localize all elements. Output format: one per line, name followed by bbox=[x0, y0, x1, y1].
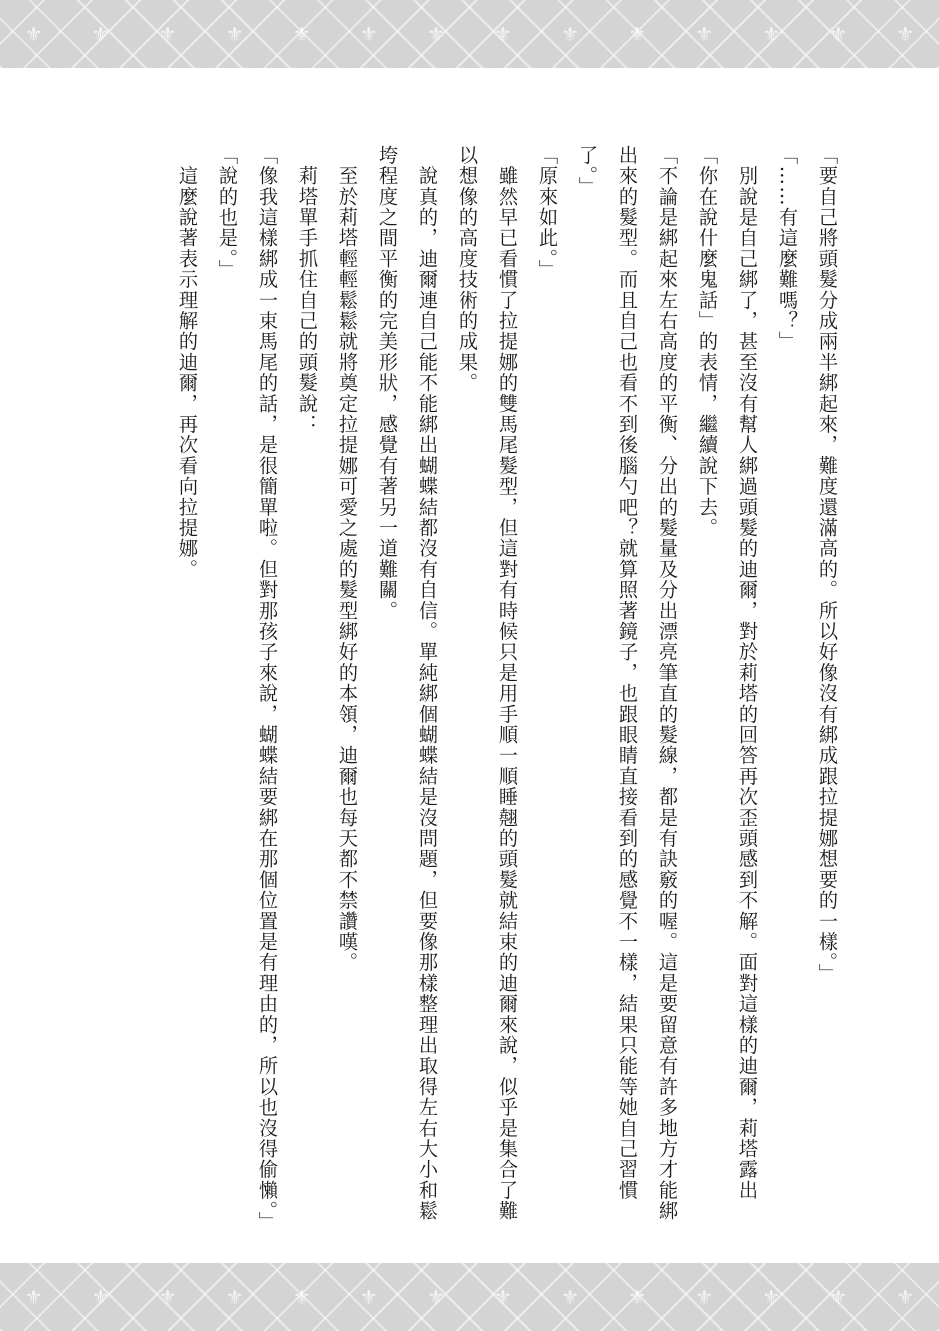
paragraph: 「說的也是。」 bbox=[216, 145, 239, 281]
decorative-header-band bbox=[0, 0, 939, 68]
vertical-text-body bbox=[87, 145, 847, 1233]
fleur-pattern-icon: ⚜ ⚜ ⚜ ⚜ ⚜ ⚜ ⚜ ⚜ ⚜ ⚜ ⚜ ⚜ ⚜ ⚜ bbox=[24, 22, 915, 46]
paragraph: 這麼說著表示理解的迪爾，再次看向拉提娜。 bbox=[176, 145, 199, 580]
paragraph: 「像我這樣綁成一束馬尾的話，是很簡單啦。但對那孩子來說，蝴蝶結要綁在那個位置是有理由的，所以也沒得偷懶。」 bbox=[256, 145, 279, 1233]
paragraph: 雖然早已看慣了拉提娜的雙馬尾髮型，但這對有時候只是用手順一順睡翹的頭髮就結束的迪爾來說，似乎是集合了難以想像的高度技術的成果。 bbox=[456, 145, 519, 1222]
paragraph: 說真的，迪爾連自己能不能綁出蝴蝶結都沒有自信。單純綁個蝴蝶結是沒問題，但要像那樣整理出取得左右大小和鬆垮程度之間平衡的完美形狀，感覺有著另一道難關。 bbox=[376, 145, 439, 1222]
paragraph: 別說是自己綁了，甚至沒有幫人綁過頭髮的迪爾，對於莉塔的回答再次歪頭感到不解。面對這樣的迪爾，莉塔露出「你在說什麼鬼話」的表情，繼續說下去。 bbox=[696, 145, 759, 1201]
paragraph: 至於莉塔輕輕鬆鬆就將奠定拉提娜可愛之處的髮型綁好的本領，迪爾也每天都不禁讚嘆。 bbox=[336, 145, 359, 973]
decorative-footer-band bbox=[0, 1263, 939, 1331]
paragraph: 「要自己將頭髮分成兩半綁起來，難度還滿高的。所以好像沒有綁成跟拉提娜想要的一樣。」 bbox=[816, 145, 839, 985]
paragraph: 「不論是綁起來左右高度的平衡、分出的髮量及分出漂亮筆直的髮線，都是有訣竅的喔。這是要留意有許多地方才能綁出來的髮型。而且自己也看不到後腦勺吧？就算照著鏡子，也跟眼睛直接看到的感覺不一樣，結果只能等她自己習慣了。」 bbox=[576, 145, 679, 1222]
paragraph: 莉塔單手抓住自己的頭髮說： bbox=[296, 145, 319, 435]
fleur-pattern-icon: ⚜ ⚜ ⚜ ⚜ ⚜ ⚜ ⚜ ⚜ ⚜ ⚜ ⚜ ⚜ ⚜ ⚜ bbox=[24, 1285, 915, 1309]
paragraph: 「原來如此。」 bbox=[536, 145, 559, 281]
paragraph: 「……有這麼難嗎？」 bbox=[776, 145, 799, 352]
